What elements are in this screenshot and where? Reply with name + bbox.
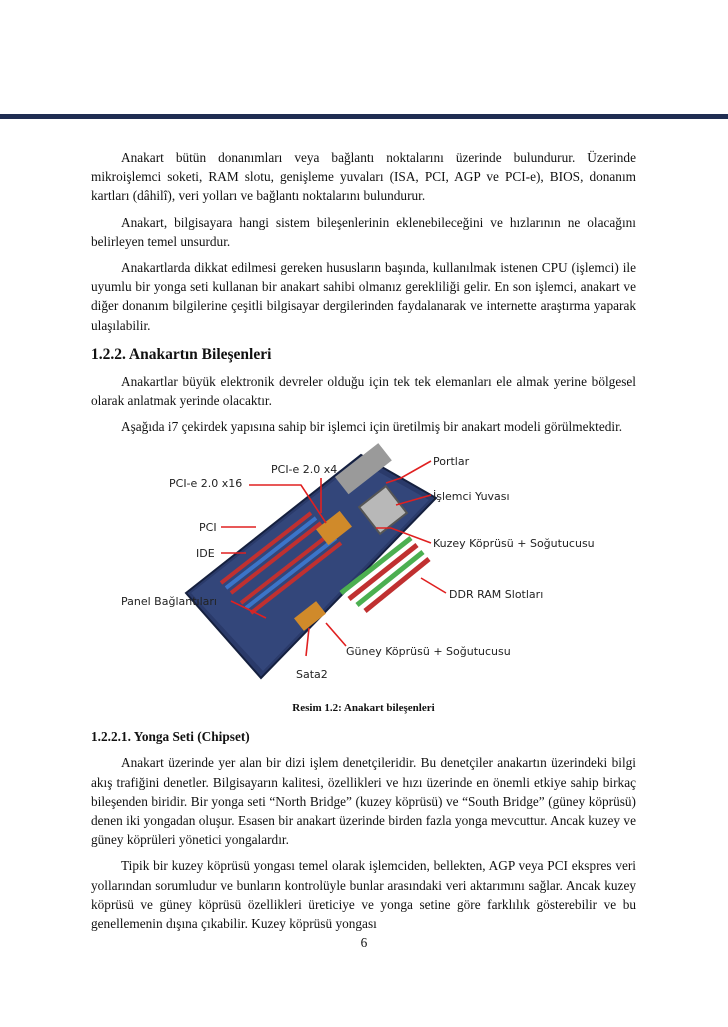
label-panel-baglantilari: Panel Bağlantıları <box>121 595 217 609</box>
label-ide: IDE <box>196 547 215 561</box>
label-guney-koprusu: Güney Köprüsü + Soğutucusu <box>346 645 511 659</box>
label-islemci-yuvasi: İşlemci Yuvası <box>433 490 510 504</box>
label-pci: PCI <box>199 521 217 535</box>
section-heading: 1.2.2. Anakartın Bileşenleri <box>91 345 272 363</box>
paragraph: Anakart, bilgisayara hangi sistem bileşenlerinin eklenebileceğini ve hızlarının ne olacağını belirleyen temel unsurdur. <box>91 214 636 249</box>
label-pcie-x4: PCI-e 2.0 x4 <box>271 463 338 477</box>
page-content <box>91 148 636 940</box>
subsection-heading: 1.2.2.1. Yonga Seti (Chipset) <box>91 729 250 745</box>
label-ddr-ram: DDR RAM Slotları <box>449 588 544 602</box>
motherboard-diagram <box>91 443 636 691</box>
label-kuzey-koprusu: Kuzey Köprüsü + Soğutucusu <box>433 537 595 551</box>
motherboard-figure <box>91 443 636 691</box>
label-portlar: Portlar <box>433 455 470 469</box>
paragraph: Anakart bütün donanımları veya bağlantı noktalarını üzerinde bulundurur. Üzerinde mikroişlemci soketi, RAM slotu, genişleme yuvaları (ISA, PCI, AGP ve PCI-e), BIOS, donanım kartları (dâhilî), veri yolları ve bağlantı noktalarını bulundurur. <box>91 150 636 204</box>
paragraph: Anakart üzerinde yer alan bir dizi işlem denetçileridir. Bu denetçiler anakartın üzerindeki bilgi akış trafiğini denetler. Bilgisayarın kalitesi, özellikleri ve hızı üzerinde en önemli etkiye sahip birkaç bileşenden biridir. Bir yonga seti “North Bridge” (kuzey köprüsü) ve “South Bridge” (güney köprüsü) denen iki yongadan oluşur. Esasen bir anakart üzerinde birden fazla yonga mevcuttur. Ancak kuzey ve güney köprüleri yönetici yongalardır. <box>91 755 636 848</box>
page-number: 6 <box>360 935 368 950</box>
label-sata2: Sata2 <box>296 668 328 682</box>
paragraph: Anakartlarda dikkat edilmesi gereken hususların başında, kullanılmak istenen CPU (işlemci) ile uyumlu bir yonga seti kullanan bir anakart sahibi olmanız gerekliliği gelir. En son işlemci, anakart ve diğer donanım bilgilerine çeşitli bilgisayar dergilerinden faydalanarak ve internette araştırma yaparak ulaşılabilir. <box>91 260 636 333</box>
paragraph: Anakartlar büyük elektronik devreler olduğu için tek tek elemanları ele almak yerine bölgesel olarak anlatmak yerinde olacaktır. <box>91 373 636 409</box>
paragraph: Aşağıda i7 çekirdek yapısına sahip bir işlemci için üretilmiş bir anakart modeli görülmektedir. <box>121 419 623 435</box>
paragraph: Tipik bir kuzey köprüsü yongası temel olarak işlemciden, bellekten, AGP veya PCI ekspres veri yollarından sorumludur ve bunların kontrolüyle bunlar arasındaki veri aktarımını sağlar. Ancak kuzey köprüsü ve güney köprüsü özellikleri üreticiye ve yonga setine göre farklılık gösterebilir ve bu genellemenin dışına çıkabilir. Kuzey köprüsü yongası <box>91 858 636 932</box>
label-pcie-x16: PCI-e 2.0 x16 <box>169 477 243 491</box>
header-rule <box>0 114 728 119</box>
figure-caption: Resim 1.2: Anakart bileşenleri <box>292 702 435 715</box>
